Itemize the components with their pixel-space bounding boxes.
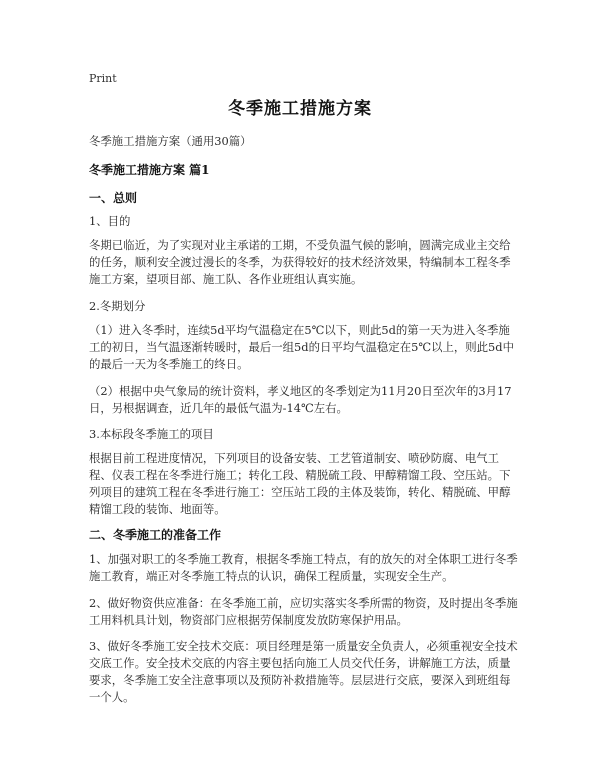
paragraph: 1、加强对职工的冬季施工教育，根据冬季施工特点，有的放矢的对全体职工进行冬季施工教育，端正对冬季施工特点的认识，确保工程质量，实现安全生产。 (89, 552, 518, 583)
prep-item-1 (89, 551, 521, 585)
paragraph: 3、做好冬季施工安全技术交底：项目经理是第一质量安全负责人，必须重视安全技术交底工作。安全技术交底的内容主要包括向施工人员交代任务，讲解施工方法，质量要求，冬季施工安全注意事项以及预防补救措施等。层层进行交底，要深入到班组每一个人。 (89, 639, 518, 704)
section-heading-2: 二、冬季施工的准备工作 (89, 528, 222, 542)
prep-item-2 (89, 595, 521, 629)
item2-paragraph-1 (89, 322, 521, 373)
chapter-heading: 冬季施工措施方案 篇1 (89, 163, 210, 177)
page-title: 冬季施工措施方案 (228, 99, 372, 119)
item3-title: 3.本标段冬季施工的项目 (89, 427, 214, 441)
paragraph: （1）进入冬季时，连续5d平均气温稳定在5℃以下，则此5d的第一天为进入冬季施工的初日，当气温逐渐转暖时，最后一组5d的日平均气温稳定在5℃以上，则此5d中的最后一天为冬季施工的终日。 (89, 323, 514, 371)
paragraph: （2）根据中央气象局的统计资料，孝义地区的冬季划定为11月20日至次年的3月17日，另根据调查，近几年的最低气温为-14℃左右。 (89, 384, 512, 415)
paragraph: 2、做好物资供应准备：在冬季施工前，应切实落实冬季所需的物资，及时提出冬季施工用料机具计划，物资部门应根据劳保制度发放防寒保护用品。 (89, 596, 518, 627)
item1-title: 1、目的 (89, 214, 131, 228)
item2-paragraph-2 (89, 383, 521, 417)
doc-subtitle: 冬季施工措施方案（通用30篇） (89, 134, 252, 148)
section-heading-1: 一、总则 (89, 191, 138, 205)
prep-item-3 (89, 638, 521, 706)
item3-body (89, 450, 521, 518)
paragraph: 冬期已临近，为了实现对业主承诺的工期，不受负温气候的影响，圆满完成业主交给的任务，顺利安全渡过漫长的冬季，为获得较好的技术经济效果，特编制本工程冬季施工方案，望项目部、施工队、各作业班组认真实施。 (89, 238, 511, 286)
item2-title: 2.冬期划分 (89, 299, 146, 313)
paragraph: 根据目前工程进度情况，下列项目的设备安装、工艺管道制安、喷砂防腐、电气工程、仪表工程在冬季进行施工；转化工段、精脱硫工段、甲醇精馏工段、空压站。下列项目的建筑工程在冬季进行施工：空压站工段的主体及装饰，转化、精脱硫、甲醇精馏工段的装饰、地面等。 (89, 451, 511, 516)
print-label: Print (89, 72, 117, 85)
item1-body (89, 237, 521, 288)
